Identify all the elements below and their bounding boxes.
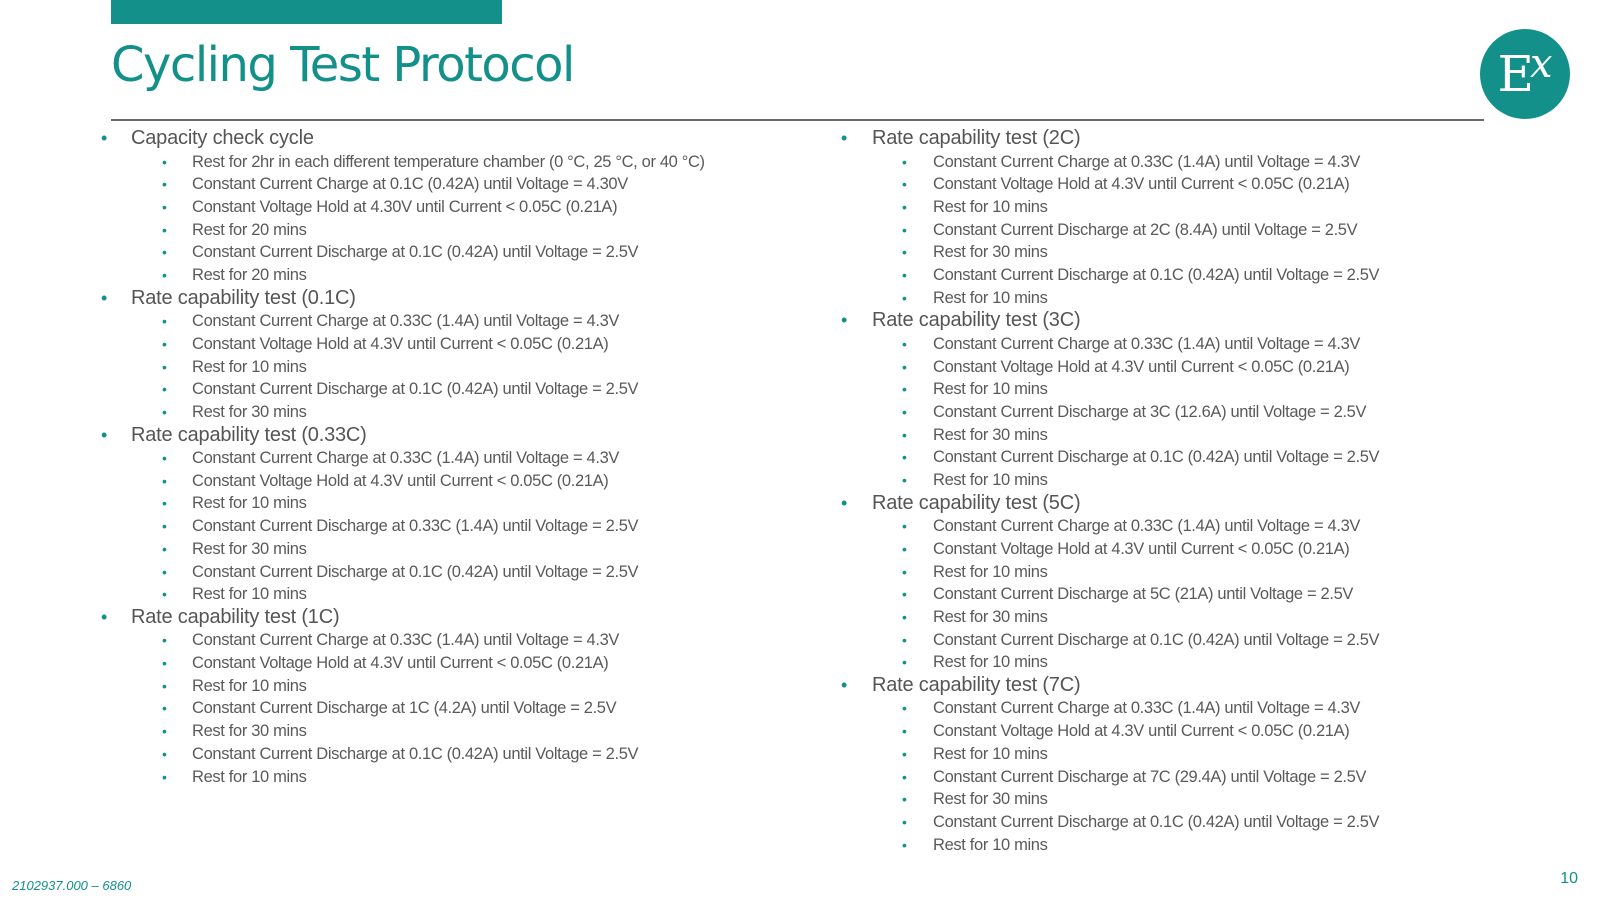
protocol-section [0,424,760,606]
list-item-label: Rest for 30 mins [192,539,307,558]
bullet-icon: • [902,471,907,488]
list-item-label: Constant Current Charge at 0.1C (0.42A) until Voltage = 4.30V [192,175,628,194]
list-item-label: Rest for 30 mins [933,607,1048,626]
document-reference: 2102937.000 – 6860 [12,878,132,893]
bullet-icon: • [902,426,907,443]
section-heading [741,309,1501,333]
list-item [741,561,1501,584]
list-item-label: Constant Voltage Hold at 4.3V until Current < 0.05C (0.21A) [933,539,1350,558]
list-item [0,652,760,675]
list-item [741,446,1501,469]
bullet-icon: • [902,198,907,215]
list-item-label: Constant Current Charge at 0.33C (1.4A) until Voltage = 4.3V [192,631,620,650]
bullet-icon: • [902,563,907,580]
list-item-label: Rest for 10 mins [933,380,1048,399]
bullet-icon: • [162,723,167,740]
list-item-label: Rest for 30 mins [933,243,1048,262]
list-item-label: Constant Voltage Hold at 4.3V until Current < 0.05C (0.21A) [933,175,1350,194]
list-item-label: Constant Current Discharge at 1C (4.2A) until Voltage = 2.5V [192,699,617,718]
bullet-icon: • [841,674,848,695]
section-heading-label: Rate capability test (3C) [872,309,1081,332]
section-heading [741,674,1501,698]
list-item-label: Constant Current Discharge at 0.1C (0.42A) until Voltage = 2.5V [192,562,639,581]
section-heading [0,287,760,311]
bullet-icon: • [162,198,167,215]
list-item [741,697,1501,720]
list-item [741,287,1501,310]
page-number: 10 [1560,870,1578,887]
bullet-icon: • [162,586,167,603]
list-item [741,219,1501,242]
list-item-label: Rest for 10 mins [192,676,307,695]
section-heading-label: Rate capability test (7C) [872,673,1081,696]
list-item [741,241,1501,264]
list-item-label: Rest for 10 mins [192,585,307,604]
bullet-icon: • [162,313,167,330]
bullet-icon: • [162,221,167,238]
bullet-icon: • [162,403,167,420]
bullet-icon: • [902,836,907,853]
list-item [741,538,1501,561]
list-item-label: Rest for 30 mins [933,790,1048,809]
list-item-label: Rest for 30 mins [192,722,307,741]
page-title: Cycling Test Protocol [111,37,574,93]
bullet-icon: • [902,723,907,740]
bullet-icon: • [162,632,167,649]
bullet-icon: • [902,266,907,283]
list-item [741,151,1501,174]
bullet-icon: • [902,221,907,238]
list-item-label: Constant Voltage Hold at 4.30V until Current < 0.05C (0.21A) [192,197,618,216]
list-item-label: Constant Current Discharge at 0.1C (0.42A) until Voltage = 2.5V [933,812,1380,831]
list-item-label: Rest for 10 mins [933,744,1048,763]
section-heading [741,492,1501,516]
list-item-label: Rest for 30 mins [933,425,1048,444]
list-item [0,538,760,561]
bullet-icon: • [162,700,167,717]
bullet-icon: • [902,449,907,466]
bullet-icon: • [101,287,108,308]
title-divider [111,119,1484,121]
logo-letter: E [1497,45,1534,103]
bullet-icon: • [902,381,907,398]
list-item-label: Rest for 10 mins [933,653,1048,672]
list-item-label: Constant Current Charge at 0.33C (1.4A) until Voltage = 4.3V [933,517,1361,536]
bullet-icon: • [162,450,167,467]
list-item [0,378,760,401]
list-item [741,469,1501,492]
bullet-icon: • [162,540,167,557]
header-accent-bar [111,0,502,24]
list-item [0,492,760,515]
list-item-label: Constant Current Discharge at 0.1C (0.42A) until Voltage = 2.5V [192,380,639,399]
section-heading-label: Rate capability test (1C) [131,605,340,628]
list-item-label: Constant Current Discharge at 5C (21A) until Voltage = 2.5V [933,585,1354,604]
list-item [741,834,1501,857]
bullet-icon: • [162,244,167,261]
list-item [0,697,760,720]
list-item-label: Constant Current Discharge at 0.33C (1.4A) until Voltage = 2.5V [192,517,639,536]
bullet-icon: • [902,608,907,625]
bullet-icon: • [101,128,108,148]
list-item [0,219,760,242]
bullet-icon: • [841,128,848,148]
bullet-icon: • [902,518,907,535]
section-heading [0,606,760,630]
section-heading-label: Rate capability test (0.33C) [131,423,367,446]
list-item-label: Rest for 10 mins [933,835,1048,854]
list-item-label: Constant Current Discharge at 0.1C (0.42A) until Voltage = 2.5V [192,243,639,262]
list-item-label: Rest for 10 mins [933,562,1048,581]
bullet-icon: • [902,176,907,193]
list-item [741,173,1501,196]
protocol-section [0,606,760,788]
bullet-icon: • [162,677,167,694]
list-item [0,720,760,743]
bullet-icon: • [101,424,108,445]
list-item [0,151,760,174]
list-item [0,333,760,356]
list-item-label: Constant Current Discharge at 0.1C (0.42A) until Voltage = 2.5V [192,744,639,763]
list-item [741,515,1501,538]
list-item [741,264,1501,287]
bullet-icon: • [162,563,167,580]
list-item-label: Constant Current Charge at 0.33C (1.4A) until Voltage = 4.3V [933,152,1361,171]
bullet-icon: • [162,518,167,535]
section-heading [0,424,760,448]
list-item [0,766,760,789]
bullet-icon: • [902,289,907,306]
list-item-label: Constant Current Charge at 0.33C (1.4A) until Voltage = 4.3V [933,334,1361,353]
list-item [0,264,760,287]
list-item [741,424,1501,447]
list-item-label: Constant Current Discharge at 0.1C (0.42A) until Voltage = 2.5V [933,265,1380,284]
bullet-icon: • [902,335,907,352]
bullet-icon: • [902,586,907,603]
list-item [741,196,1501,219]
list-item [0,310,760,333]
list-item-label: Constant Voltage Hold at 4.3V until Current < 0.05C (0.21A) [192,334,609,353]
bullet-icon: • [841,310,848,331]
list-item-label: Constant Current Discharge at 3C (12.6A) until Voltage = 2.5V [933,402,1367,421]
bullet-icon: • [902,153,907,170]
list-item-label: Rest for 10 mins [192,767,307,786]
list-item [741,583,1501,606]
list-item-label: Constant Voltage Hold at 4.3V until Current < 0.05C (0.21A) [933,722,1350,741]
bullet-icon: • [902,654,907,671]
bullet-icon: • [902,791,907,808]
section-heading-label: Rate capability test (5C) [872,491,1081,514]
list-item-label: Constant Current Discharge at 0.1C (0.42A) until Voltage = 2.5V [933,630,1380,649]
bullet-icon: • [162,335,167,352]
bullet-icon: • [162,266,167,283]
list-item [0,629,760,652]
bullet-icon: • [101,606,108,627]
list-item-label: Constant Current Discharge at 2C (8.4A) until Voltage = 2.5V [933,220,1358,239]
list-item-label: Constant Voltage Hold at 4.3V until Current < 0.05C (0.21A) [192,654,609,673]
list-item [741,766,1501,789]
bullet-icon: • [902,403,907,420]
left-column [0,127,760,788]
list-item-label: Constant Current Charge at 0.33C (1.4A) until Voltage = 4.3V [192,449,620,468]
list-item [741,629,1501,652]
list-item [0,675,760,698]
list-item [0,470,760,493]
bullet-icon: • [902,540,907,557]
bullet-icon: • [902,768,907,785]
list-item [741,378,1501,401]
bullet-icon: • [902,631,907,648]
company-logo [1480,29,1570,119]
protocol-section [741,309,1501,491]
list-item-label: Rest for 10 mins [192,494,307,513]
bullet-icon: • [902,358,907,375]
list-item [741,333,1501,356]
list-item [741,401,1501,424]
bullet-icon: • [841,492,848,513]
bullet-icon: • [162,745,167,762]
list-item [0,515,760,538]
list-item [741,811,1501,834]
list-item-label: Rest for 10 mins [192,357,307,376]
protocol-section [741,674,1501,856]
list-item [0,401,760,424]
section-heading-label: Rate capability test (2C) [872,127,1081,149]
right-column [741,127,1501,856]
section-heading-label: Capacity check cycle [131,127,314,149]
list-item [0,743,760,766]
list-item-label: Rest for 10 mins [933,470,1048,489]
bullet-icon: • [902,745,907,762]
bullet-icon: • [162,176,167,193]
list-item [0,241,760,264]
bullet-icon: • [162,768,167,785]
list-item-label: Rest for 20 mins [192,265,307,284]
list-item [0,196,760,219]
list-item [741,606,1501,629]
list-item-label: Constant Voltage Hold at 4.3V until Current < 0.05C (0.21A) [933,357,1350,376]
list-item [741,788,1501,811]
section-heading-label: Rate capability test (0.1C) [131,286,356,309]
list-item-label: Constant Current Charge at 0.33C (1.4A) until Voltage = 4.3V [933,699,1361,718]
list-item [741,356,1501,379]
protocol-section [741,492,1501,674]
list-item-label: Constant Current Charge at 0.33C (1.4A) until Voltage = 4.3V [192,312,620,331]
bullet-icon: • [162,381,167,398]
list-item [0,356,760,379]
bullet-icon: • [902,244,907,261]
bullet-icon: • [162,358,167,375]
protocol-section [0,287,760,424]
list-item-label: Rest for 10 mins [933,288,1048,307]
section-heading [0,127,760,151]
list-item [741,720,1501,743]
logo-superscript: x [1529,41,1553,87]
bullet-icon: • [162,472,167,489]
list-item-label: Rest for 30 mins [192,402,307,421]
list-item-label: Rest for 10 mins [933,197,1048,216]
protocol-section [741,127,1501,309]
list-item [0,583,760,606]
bullet-icon: • [162,153,167,170]
list-item-label: Constant Current Discharge at 0.1C (0.42A) until Voltage = 2.5V [933,448,1380,467]
section-heading [741,127,1501,151]
list-item [0,173,760,196]
list-item-label: Rest for 20 mins [192,220,307,239]
bullet-icon: • [162,655,167,672]
list-item-label: Rest for 2hr in each different temperature chamber (0 °C, 25 °C, or 40 °C) [192,152,705,171]
list-item-label: Constant Voltage Hold at 4.3V until Current < 0.05C (0.21A) [192,471,609,490]
bullet-icon: • [162,495,167,512]
list-item [741,743,1501,766]
list-item-label: Constant Current Discharge at 7C (29.4A) until Voltage = 2.5V [933,767,1367,786]
list-item [0,447,760,470]
bullet-icon: • [902,813,907,830]
list-item [741,651,1501,674]
protocol-section [0,127,760,287]
bullet-icon: • [902,700,907,717]
list-item [0,561,760,584]
